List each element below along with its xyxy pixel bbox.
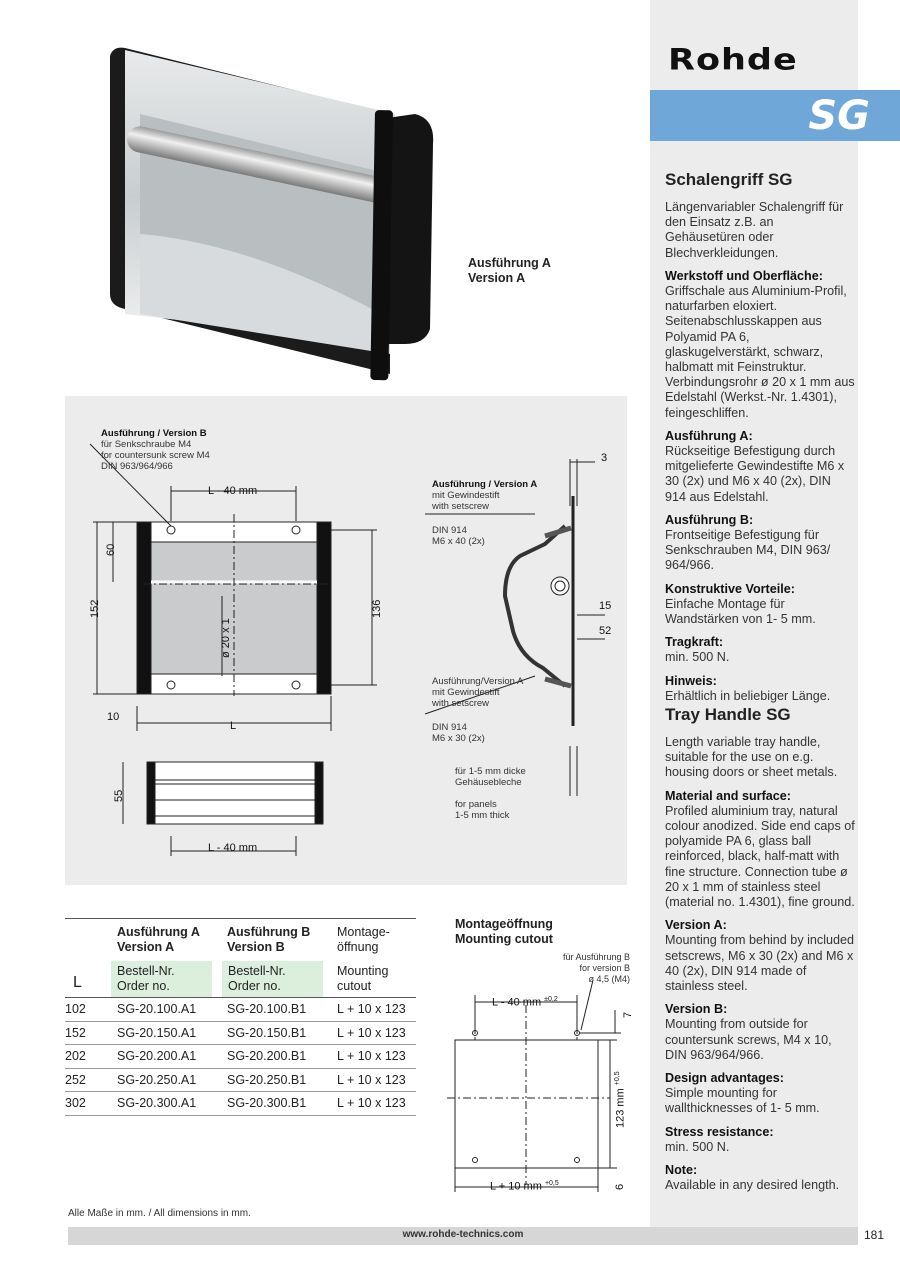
dim-10: 10 xyxy=(107,711,120,723)
german-section-heading: Ausführung A: xyxy=(665,428,753,443)
panels-note-en: for panels 1-5 mm thick xyxy=(455,799,510,821)
version-a-label: Ausführung / Version A mit Gewindestift with setscrew xyxy=(432,479,538,512)
dim-3: 3 xyxy=(601,452,608,464)
table-cell-l: 202 xyxy=(65,1049,86,1064)
english-section xyxy=(665,918,855,994)
footer-url[interactable]: www.rohde-technics.com xyxy=(402,1229,524,1240)
german-section-text: Rückseitige Befestigung durch mitgelieferte Gewindestifte M6 x 30 (2x) und M6 x 40 (2x), DIN 914 aus Edelstahl. xyxy=(665,444,845,504)
table-row xyxy=(65,1092,416,1116)
col-a-header: Ausführung A Version A xyxy=(117,925,200,954)
mounting-d6: 6 xyxy=(614,1183,626,1190)
table-cell-b: SG-20.100.B1 xyxy=(227,1002,307,1016)
table-cell-l: 102 xyxy=(65,1002,86,1016)
dim-tube: ø 20 x 1 xyxy=(220,618,232,658)
english-section xyxy=(665,789,855,911)
english-section-heading: Note: xyxy=(665,1163,698,1178)
dim-60: 60 xyxy=(105,543,117,556)
dim-l40-top: L - 40 mm xyxy=(208,485,258,497)
brand-logo: Rohde xyxy=(668,43,798,77)
english-section xyxy=(665,1125,855,1155)
table-cell-l: 152 xyxy=(65,1025,86,1040)
english-section-heading: Version A: xyxy=(665,918,727,933)
din-bottom-label: DIN 914 M6 x 30 (2x) xyxy=(432,722,485,744)
english-section xyxy=(665,1002,855,1063)
dim-55: 55 xyxy=(113,789,125,802)
dim-52: 52 xyxy=(599,625,612,637)
table-cell-l: 302 xyxy=(65,1096,86,1111)
version-b-label: Ausführung / Version B für Senkschraube M4 for countersunk screw M4 DIN 963/964/966 xyxy=(101,428,210,472)
table-cell-m: L + 10 x 123 xyxy=(337,1072,406,1087)
english-section-text: Mounting from behind by included setscrews, M6 x 30 (2x) and M6 x 40 (2x), DIN 914 made of stainless steel. xyxy=(665,933,855,994)
english-section-text: Profiled aluminium tray, natural colour anodized. Side end caps of polyamide PA 6, glass ball reinforced, black, half-matt with fine structure. Connection tube ø 20 x 1 mm of stainless steel (material no. 1.4301), fine ground. xyxy=(665,803,855,910)
mounting-d123: 123 mm $^{+0,5}$ xyxy=(614,1071,627,1128)
table-cell-l: 252 xyxy=(65,1072,86,1087)
mounting-d7: 7 xyxy=(622,1011,634,1018)
german-section-text: Griffschale aus Aluminium-Profil, naturfarben eloxiert. Seitenabschlusskappen aus Polyamid PA 6, glaskugelverstärkt, schwarz, halbmatt mit Feinstruktur. Verbindungsrohr ø 20 x 1 mm aus Edelstahl (Werkst.-Nr. 1.4301), feingeschliffen. xyxy=(665,284,855,420)
col-a-subheader: Bestell-Nr. Order no. xyxy=(111,961,212,997)
table-cell-b: SG-20.150.B1 xyxy=(227,1025,307,1040)
table-row xyxy=(65,1069,416,1093)
german-title: Schalengriff SG xyxy=(665,170,793,189)
english-section-heading: Stress resistance: xyxy=(665,1124,774,1139)
dim-136: 136 xyxy=(371,599,383,618)
technical-drawing-panel xyxy=(65,396,627,885)
german-section-heading: Ausführung B: xyxy=(665,512,754,527)
panels-note-de: für 1-5 mm dicke Gehäusebleche xyxy=(455,766,526,788)
german-section-heading: Konstruktive Vorteile: xyxy=(665,581,795,596)
table-cell-b: SG-20.200.B1 xyxy=(227,1049,307,1064)
german-section-heading: Hinweis: xyxy=(665,673,717,688)
english-section xyxy=(665,1071,855,1117)
english-section-text: min. 500 N. xyxy=(665,1139,730,1154)
german-section-heading: Werkstoff und Oberfläche: xyxy=(665,268,823,283)
mounting-l10: L + 10 mm $^{+0,5}$ xyxy=(490,1180,559,1193)
table-row xyxy=(65,1045,416,1069)
german-section xyxy=(665,429,855,505)
mounting-l40: L - 40 mm $^{\pm 0,2}$ xyxy=(492,996,558,1009)
german-section xyxy=(665,513,855,574)
col-m-subheader: Mounting cutout xyxy=(337,964,389,993)
dim-152: 152 xyxy=(89,599,101,618)
table-cell-m: L + 10 x 123 xyxy=(337,1025,406,1040)
german-section-text: Frontseitige Befestigung für Senkschrauben M4, DIN 963/ 964/966. xyxy=(665,528,831,573)
german-section xyxy=(665,269,855,421)
mounting-note: für Ausführung B for version B ø 4,5 (M4) xyxy=(563,952,631,984)
german-section xyxy=(665,635,855,665)
table-cell-a: SG-20.300.A1 xyxy=(117,1096,197,1111)
mounting-title: Montageöffnung Mounting cutout xyxy=(455,917,553,946)
footer-bar xyxy=(68,1227,858,1245)
german-section-text: min. 500 N. xyxy=(665,650,730,665)
dim-l40-bottom: L - 40 mm xyxy=(208,842,258,854)
german-section-text: Erhältlich in beliebiger Länge. xyxy=(665,688,831,703)
german-section-text: Einfache Montage für Wandstärken von 1- 5 mm. xyxy=(665,596,816,627)
table-cell-a: SG-20.250.A1 xyxy=(117,1072,197,1087)
german-section-heading: Tragkraft: xyxy=(665,635,724,650)
german-section xyxy=(665,582,855,628)
dim-15: 15 xyxy=(599,600,612,612)
dim-L: L xyxy=(230,720,237,732)
product-code: SG xyxy=(808,93,870,139)
sidebar-german xyxy=(665,170,855,712)
german-section xyxy=(665,674,855,704)
col-b-header: Ausführung B Version B xyxy=(227,925,311,954)
col-m-header: Montage- öffnung xyxy=(337,925,390,954)
english-title: Tray Handle SG xyxy=(665,705,791,724)
english-section-text: Simple mounting for wallthicknesses of 1- 5 mm. xyxy=(665,1086,820,1116)
table-cell-a: SG-20.200.A1 xyxy=(117,1049,197,1064)
version-a2-label: Ausführung/Version A mit Gewindestift with setscrew xyxy=(432,676,524,709)
col-b-subheader: Bestell-Nr. Order no. xyxy=(222,961,323,997)
english-section xyxy=(665,1163,855,1193)
english-section-heading: Material and surface: xyxy=(665,788,791,803)
english-section-text: Available in any desired length. xyxy=(665,1178,840,1193)
german-intro: Längenvariabler Schalengriff für den Einsatz z.B. an Gehäusetüren oder Blechverkleidungen. xyxy=(665,200,844,260)
table-cell-m: L + 10 x 123 xyxy=(337,1002,406,1016)
product-code-bar xyxy=(650,90,900,141)
table-row xyxy=(65,1022,416,1046)
table-cell-m: L + 10 x 123 xyxy=(337,1049,406,1064)
dimensions-note: Alle Maße in mm. / All dimensions in mm. xyxy=(68,1208,251,1219)
table-cell-m: L + 10 x 123 xyxy=(337,1096,406,1111)
page-number: 181 xyxy=(864,1228,885,1242)
photo-caption: Ausführung A Version A xyxy=(468,256,551,285)
english-section-heading: Design advantages: xyxy=(665,1071,784,1086)
sidebar-english xyxy=(665,705,855,1201)
table-cell-a: SG-20.100.A1 xyxy=(117,1002,197,1016)
table-cell-b: SG-20.250.B1 xyxy=(227,1072,307,1087)
english-section-text: Mounting from outside for countersunk screws, M4 x 10, DIN 963/964/966. xyxy=(665,1017,832,1062)
din-top-label: DIN 914 M6 x 40 (2x) xyxy=(432,525,485,547)
english-section-heading: Version B: xyxy=(665,1002,728,1017)
col-l-header: L xyxy=(73,974,82,991)
table-cell-a: SG-20.150.A1 xyxy=(117,1025,197,1040)
table-cell-b: SG-20.300.B1 xyxy=(227,1096,307,1111)
product-photo xyxy=(105,44,445,389)
english-intro: Length variable tray handle, suitable for the use on e.g. housing doors or sheet metals. xyxy=(665,735,838,780)
table-row xyxy=(65,998,416,1022)
